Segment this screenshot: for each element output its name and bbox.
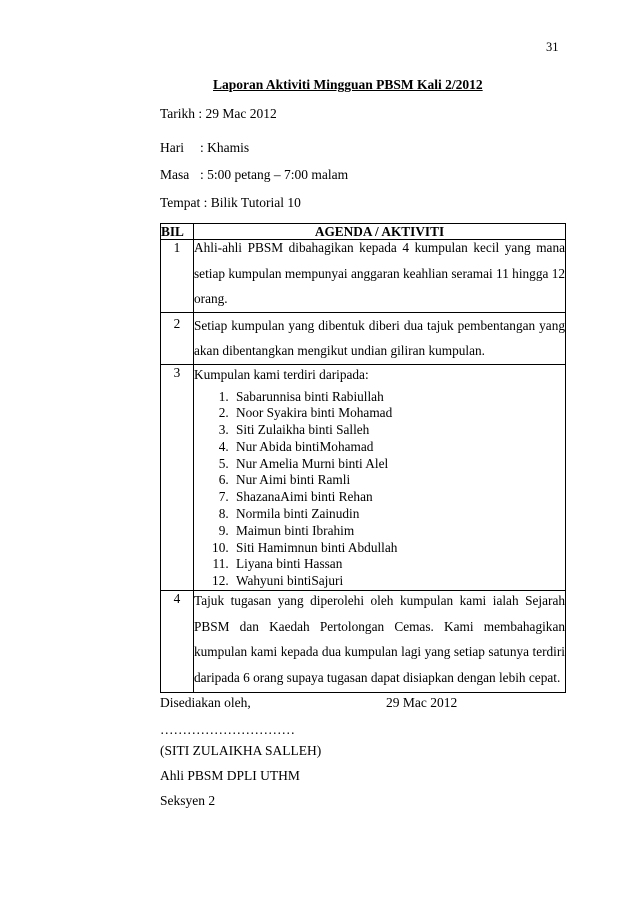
member-list bbox=[194, 389, 565, 591]
signatory-role: Ahli PBSM DPLI UTHM bbox=[160, 768, 300, 783]
prepared-by-label: Disediakan oleh, bbox=[160, 695, 251, 710]
page-title: Laporan Aktiviti Mingguan PBSM Kali 2/2012 bbox=[213, 77, 483, 92]
row-number: 1 bbox=[161, 240, 194, 313]
signature-date: 29 Mac 2012 bbox=[386, 695, 458, 710]
table-row bbox=[161, 591, 566, 693]
agenda-table bbox=[160, 223, 566, 693]
signature-line: ………………………… bbox=[160, 722, 295, 737]
meta-day bbox=[160, 140, 249, 156]
meta-time-label: Masa bbox=[160, 167, 190, 182]
signatory-section: Seksyen 2 bbox=[160, 793, 216, 808]
list-item: 8. Normila binti Zainudin bbox=[232, 506, 565, 523]
meta-day-label: Hari bbox=[160, 140, 184, 155]
row-number: 3 bbox=[161, 364, 194, 591]
list-item: 3. Siti Zulaikha binti Salleh bbox=[232, 422, 565, 439]
list-item: 12. Wahyuni bintiSajuri bbox=[232, 573, 565, 590]
table-row bbox=[161, 312, 566, 364]
header-activity: AGENDA / AKTIVITI bbox=[194, 224, 566, 240]
list-item: 11. Liyana binti Hassan bbox=[232, 556, 565, 573]
row-activity bbox=[194, 312, 566, 364]
page-number: 31 bbox=[546, 40, 559, 54]
list-item: 1. Sabarunnisa binti Rabiullah bbox=[232, 389, 565, 406]
meta-time-value: : 5:00 petang – 7:00 malam bbox=[200, 167, 349, 182]
list-item: 6. Nur Aimi binti Ramli bbox=[232, 472, 565, 489]
list-item: 7. ShazanaAimi binti Rehan bbox=[232, 489, 565, 506]
meta-day-value: : Khamis bbox=[200, 140, 250, 155]
row-activity bbox=[194, 591, 566, 693]
list-item: 5. Nur Amelia Murni binti Alel bbox=[232, 456, 565, 473]
meta-date: Tarikh : 29 Mac 2012 bbox=[160, 106, 277, 121]
signatory-name: (SITI ZULAIKHA SALLEH) bbox=[160, 743, 322, 758]
table-row bbox=[161, 364, 566, 591]
list-item: 9. Maimun binti Ibrahim bbox=[232, 523, 565, 540]
activity-intro: Kumpulan kami terdiri daripada: bbox=[194, 366, 369, 382]
list-item: 10. Siti Hamimnun binti Abdullah bbox=[232, 540, 565, 557]
header-bil: BIL bbox=[161, 224, 194, 240]
row-activity bbox=[194, 364, 566, 591]
list-item: 2. Noor Syakira binti Mohamad bbox=[232, 405, 565, 422]
list-item: 4. Nur Abida bintiMohamad bbox=[232, 439, 565, 456]
table-row bbox=[161, 240, 566, 313]
meta-place: Tempat : Bilik Tutorial 10 bbox=[160, 195, 301, 210]
activity-text: Tajuk tugasan yang diperolehi oleh kumpulan kami ialah Sejarah PBSM dan Kaedah Pertolongan Cemas. Kami membahagikan kumpulan kami kepada dua kumpulan lagi yang setiap satunya terdiri daripada 6 orang supaya tugasan dapat disiapkan dengan lebih cepat. bbox=[194, 593, 565, 685]
row-number: 2 bbox=[161, 312, 194, 364]
activity-text: Setiap kumpulan yang dibentuk diberi dua tajuk pembentangan yang akan dibentangkan mengikut undian giliran kumpulan. bbox=[194, 317, 565, 358]
row-number: 4 bbox=[161, 591, 194, 693]
row-activity bbox=[194, 240, 566, 313]
meta-time bbox=[160, 167, 348, 183]
activity-text: Ahli-ahli PBSM dibahagikan kepada 4 kumpulan kecil yang mana setiap kumpulan mempunyai anggaran keahlian seramai 11 hingga 12 orang. bbox=[194, 240, 565, 306]
